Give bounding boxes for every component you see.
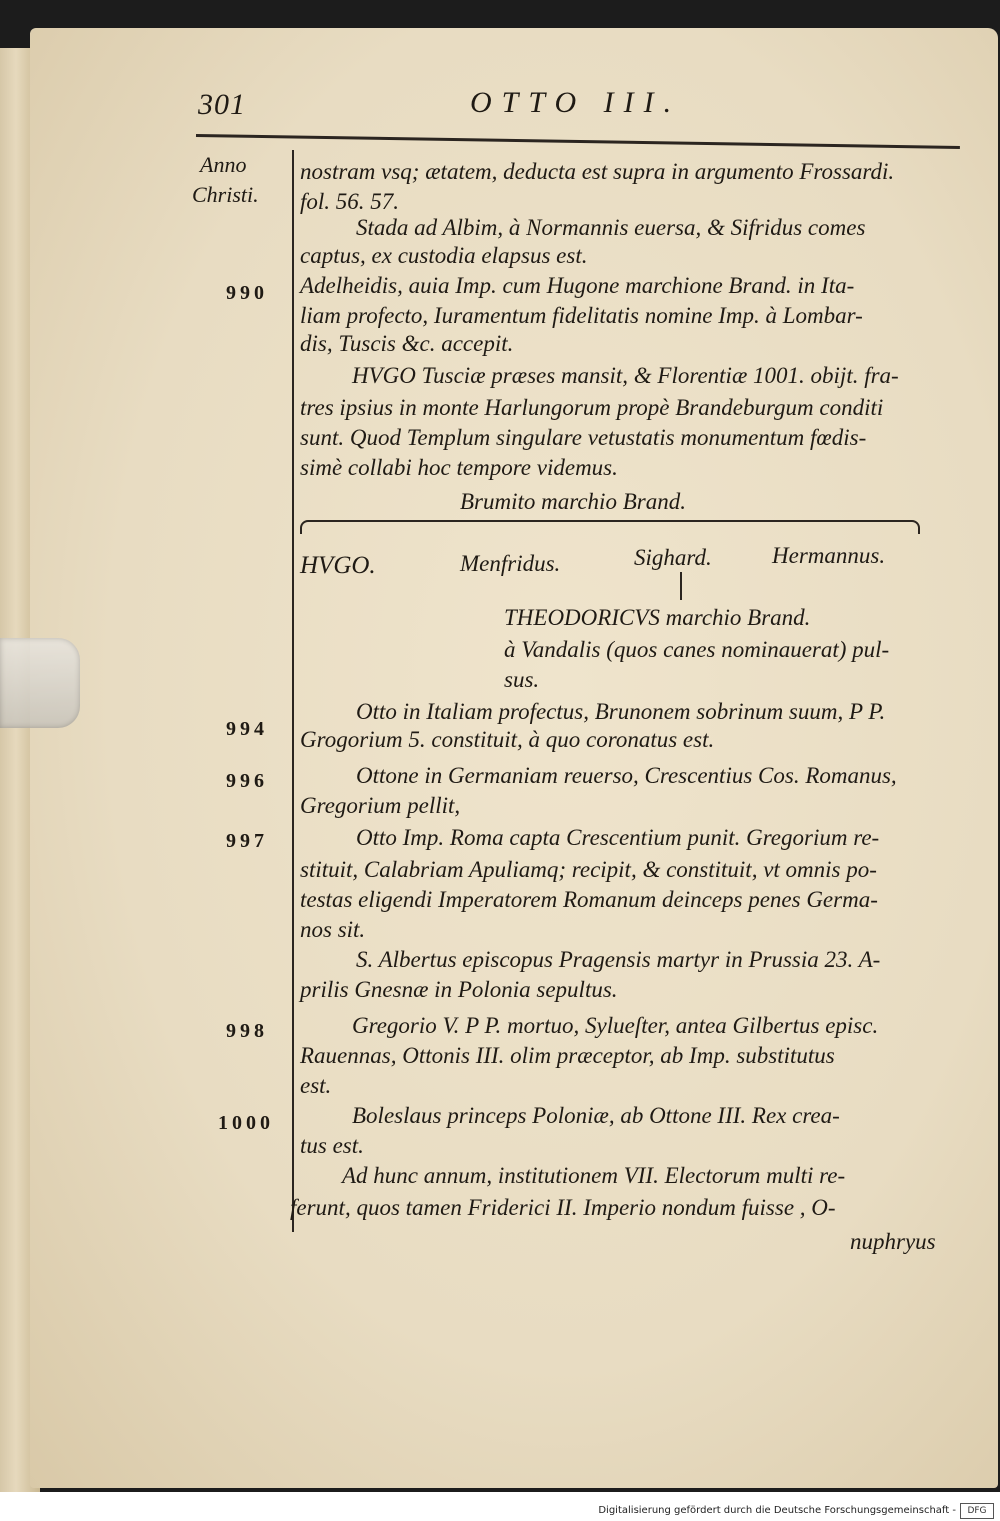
genealogy-head: Brumito marchio Brand. [460,489,686,514]
genealogy-brace [300,520,920,534]
text-line: nostram vsq; ætatem, deducta est supra in argumento Frossardi. [300,159,895,184]
text-line: ferunt, quos tamen Friderici II. Imperio nondum fuisse , O- [290,1195,836,1220]
text-line: captus, ex custodia elapsus est. [300,243,588,268]
text-line: fol. 56. 57. [300,189,400,214]
genealogy-member: Sighard. [634,545,712,570]
text-line: stituit, Calabriam Apuliamq; recipit, & constituit, vt omnis po- [300,857,877,882]
text-line: dis, Tuscis &c. accepit. [300,331,514,356]
text-line: Otto Imp. Roma capta Crescentium punit. Gregorium re- [356,825,880,850]
year-label: 996 [226,770,268,792]
genealogy-stem [680,572,682,600]
text-line: simè collabi hoc tempore videmus. [300,455,618,480]
text-line: est. [300,1073,332,1098]
funding-credit: Digitalisierung gefördert durch die Deutsche Forschungsgemeinschaft - [598,1505,956,1516]
running-head: OTTO III. [470,86,682,119]
text-line: nos sit. [300,917,366,942]
margin-heading-anno: Anno [200,152,247,177]
catchword: nuphryus [850,1229,936,1254]
text-line: Boleslaus princeps Poloniæ, ab Ottone III. Rex crea- [352,1103,840,1128]
year-label: 997 [226,830,268,852]
text-line: tus est. [300,1133,364,1158]
genealogy-member: Hermannus. [772,543,886,568]
text-line: tres ipsius in monte Harlungorum propè Brandeburgum conditi [300,395,884,420]
text-line: S. Albertus episcopus Pragensis martyr in Prussia 23. A- [356,947,881,972]
text-line: testas eligendi Imperatorem Romanum deinceps penes Germa- [300,887,878,912]
text-line: Rauennas, Ottonis III. olim præceptor, ab Imp. substitutus [300,1043,835,1068]
year-label: 1000 [218,1112,274,1134]
genealogy-member: Menfridus. [460,551,561,576]
text-line: prilis Gnesnæ in Polonia sepultus. [300,977,618,1002]
text-line: Grogorium 5. constituit, à quo coronatus est. [300,727,715,752]
text-line: sunt. Quod Templum singulare vetustatis monumentum fœdis- [300,425,867,450]
genealogy-member: HVGO. [300,552,376,579]
text-line: sus. [504,667,540,692]
margin-rule [292,150,294,1232]
page-clip [0,638,80,728]
text-line: Ad hunc annum, institutionem VII. Electorum multi re- [342,1163,846,1188]
text-line: Stada ad Albim, à Normannis euersa, & Sifridus comes [356,215,866,240]
year-label: 998 [226,1020,268,1042]
page-number: 301 [198,88,246,121]
text-line: Adelheidis, auia Imp. cum Hugone marchione Brand. in Ita- [300,273,855,298]
text-line: Gregorium pellit, [300,793,461,818]
genealogy-heir: THEODORICVS marchio Brand. [504,605,811,630]
margin-heading-christi: Christi. [192,182,259,207]
dfg-logo: DFG [960,1503,994,1519]
text-line: Ottone in Germaniam reuerso, Crescentius Cos. Romanus, [356,763,897,788]
text-line: à Vandalis (quos canes nominauerat) pul- [504,637,890,662]
text-line: liam profecto, Iuramentum fidelitatis nomine Imp. à Lombar- [300,303,863,328]
text-line: Gregorio V. P P. mortuo, Sylueſter, antea Gilbertus episc. [352,1013,879,1038]
text-line: Otto in Italiam profectus, Brunonem sobrinum suum, P P. [356,699,886,724]
year-label: 994 [226,718,268,740]
text-line: HVGO Tusciæ præses mansit, & Florentiæ 1001. obijt. fra- [352,363,899,388]
year-label: 990 [226,282,268,304]
